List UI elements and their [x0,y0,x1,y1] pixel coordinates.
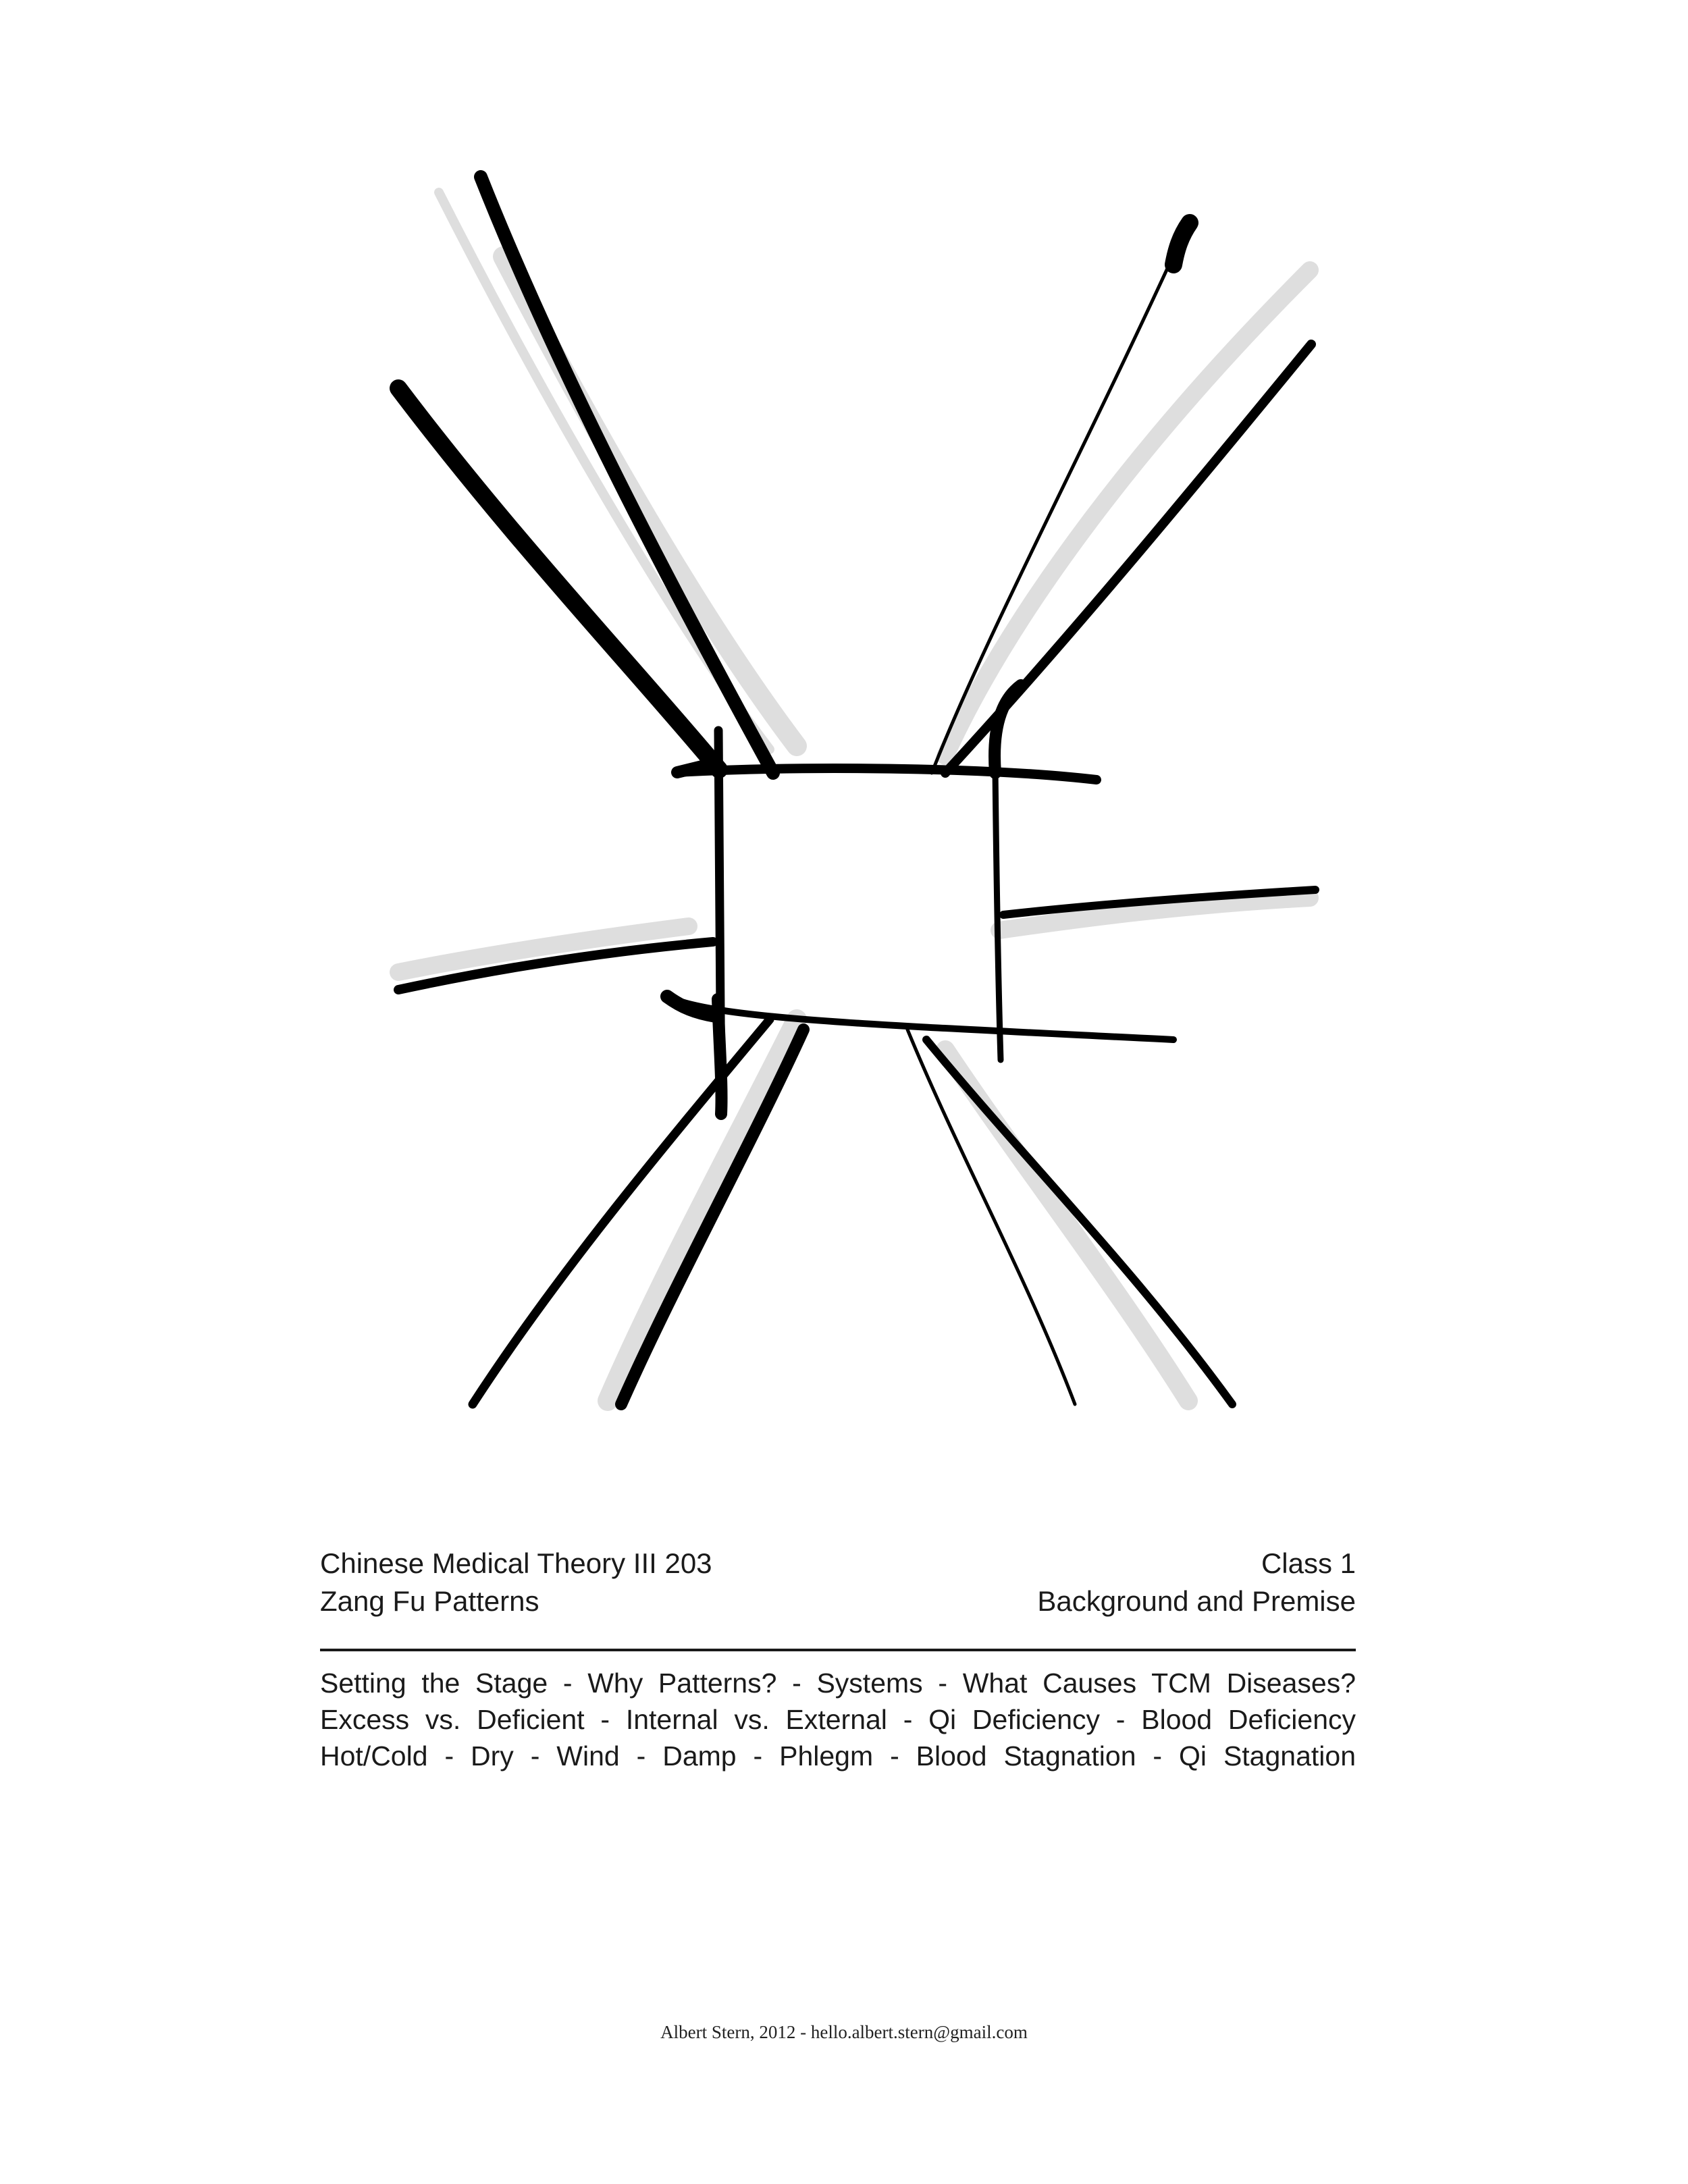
stroke-box-bottom [667,996,1173,1040]
stroke-top-right-blob [1173,223,1190,265]
black-ink-strokes [398,177,1315,1404]
class-topic: Background and Premise [1037,1585,1356,1617]
stroke-box-top [677,768,1097,780]
course-subtitle: Zang Fu Patterns [320,1585,539,1617]
course-title: Chinese Medical Theory III 203 [320,1547,712,1579]
course-info [320,1545,712,1620]
stroke-bottom-right [926,1040,1232,1404]
shadow-top-right [945,270,1310,756]
topic-line-1: Setting the Stage - Why Patterns? - Systems - What Causes TCM Diseases? [320,1668,1356,1699]
course-header [320,1545,1356,1626]
class-number: Class 1 [1261,1547,1356,1579]
header-divider [320,1649,1356,1651]
stroke-bottom-thin [907,1030,1075,1404]
topic-line-3: Hot/Cold - Dry - Wind - Damp - Phlegm - Blood Stagnation - Qi Stagnation [320,1740,1356,1772]
class-info [1037,1545,1356,1620]
topic-list [320,1665,1356,1774]
footer-credit: Albert Stern, 2012 - hello.albert.stern@gmail.com [660,2022,1028,2042]
topic-line-2: Excess vs. Deficient - Internal vs. External - Qi Deficiency - Blood Deficiency [320,1704,1356,1735]
gray-shadow-strokes [398,192,1310,1401]
shadow-bottom-center-left [608,1019,797,1401]
